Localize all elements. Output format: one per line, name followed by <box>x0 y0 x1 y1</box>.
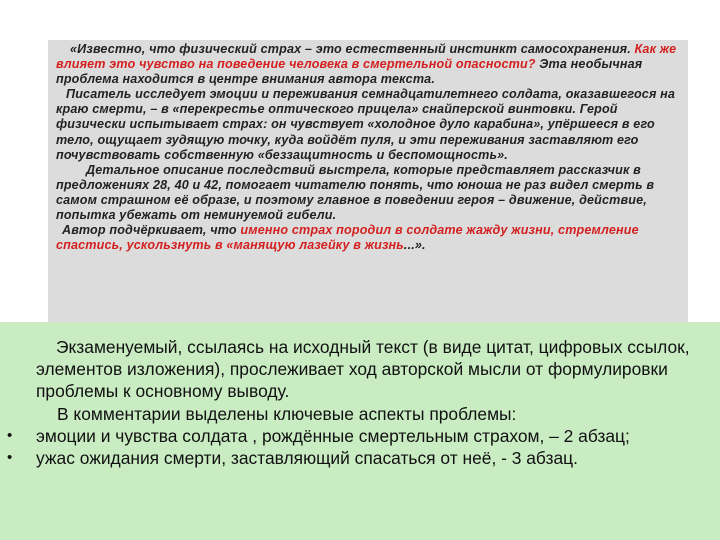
essay-p1-text-end: Эта необычная проблема находится в центре внимания автора текста. <box>56 57 643 87</box>
aspect-2-text: ужас ожидания смерти, заставляющий спасаться от неё, - 3 абзац. <box>36 448 578 469</box>
aspect-1-text: эмоции и чувства солдата , рождённые смертельным страхом, – 2 абзац; <box>36 425 630 446</box>
bullet-icon: • <box>7 449 13 467</box>
aspects-list <box>7 425 708 469</box>
essay-p4-text-end: ...». <box>403 238 426 253</box>
comment-block <box>7 336 708 469</box>
essay-paragraph-3: Детальное описание последствий выстрела, которые представляет рассказчик в предложениях 28, 40 и 42, помогает читателю понять, что юноша не раз видел смерть в самом страшном её образе, и поэтому главное в поведении героя – движение, действие, попытка убежать от неминуемой гибели. <box>56 162 655 223</box>
essay-p4-text: Автор подчёркивает, что <box>62 223 241 238</box>
essay-paragraph-1 <box>56 42 680 87</box>
essay-excerpt <box>48 40 688 322</box>
essay-problem-question: Как же влияет это чувство на поведение человека в смертельной опасности? <box>56 42 677 72</box>
comment-aspects-title: В комментарии выделены ключевые аспекты проблемы: <box>57 403 517 424</box>
list-item <box>7 447 708 469</box>
essay-conclusion-highlight: именно страх породил в солдате жажду жизни, стремление спастись, ускользнуть в «манящую лазейку в жизнь <box>56 223 639 253</box>
bullet-icon: • <box>7 426 13 444</box>
essay-paragraph-4 <box>56 223 680 253</box>
comment-intro: Экзаменуемый, ссылаясь на исходный текст (в виде цитат, цифровых ссылок, элементов изложения), прослеживает ход авторской мысли от формулировки проблемы к основному выводу. <box>36 337 690 402</box>
essay-p1-text: «Известно, что физический страх – это естественный инстинкт самосохранения. <box>70 42 635 56</box>
list-item <box>7 425 708 447</box>
essay-paragraph-2: Писатель исследует эмоции и переживания семнадцатилетнего солдата, оказавшегося на краю смерти, – в «перекрестье оптического прицела» снайперской винтовки. Герой физически испытывает страх: он чувствует «холодное дуло карабина», упёршееся в его тело, ощущает зудящую точку, куда войдёт пуля, и эти переживания заставляют его почувствовать собственную «беззащитность и беспомощность». <box>56 87 676 162</box>
